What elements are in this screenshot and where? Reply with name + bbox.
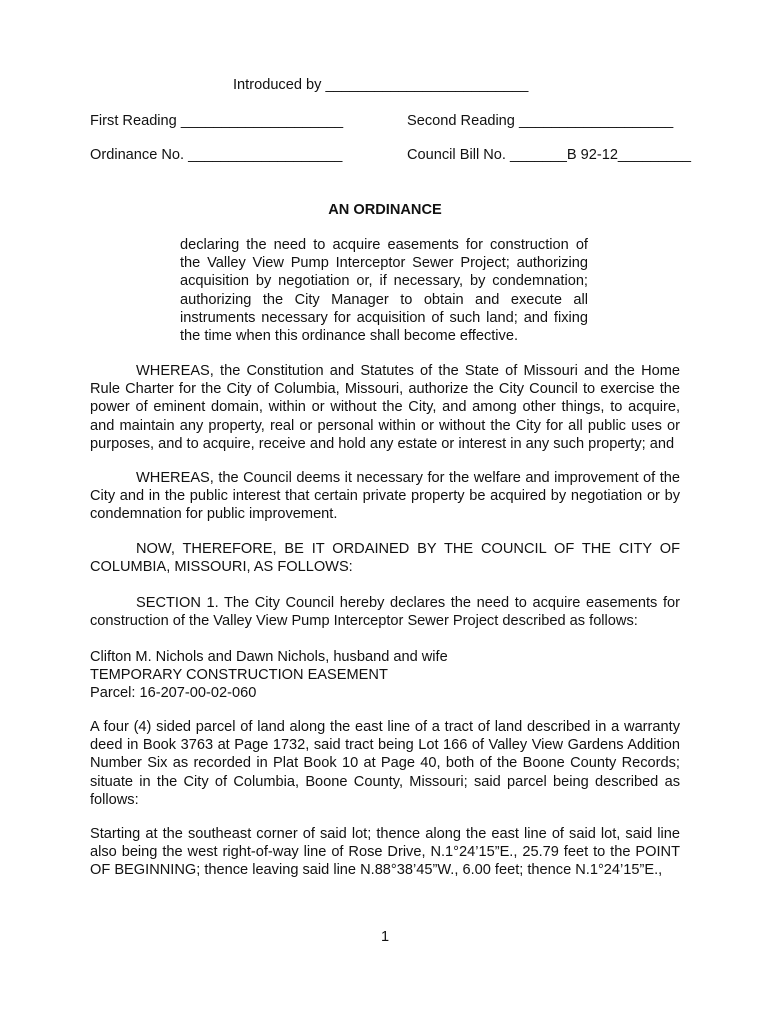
parcel-description: A four (4) sided parcel of land along the east line of a tract of land described in a warranty deed in Book 3763 at Page 1732, said tract being Lot 166 of Valley View Gardens Addition Number Six as recorded in Plat Book 10 at Page 40, both of the Boone County Records; situate in the City of Columbia, Boone County, Missouri; said parcel being described as follows: <box>90 719 680 808</box>
parcel-header <box>90 648 680 703</box>
whereas-paragraph-2: WHEREAS, the Council deems it necessary for the welfare and improvement of the City and in the public interest that certain private property be acquired by negotiation or by condemnation for public improvement. <box>90 470 680 523</box>
parcel-easement-type: TEMPORARY CONSTRUCTION EASEMENT <box>90 667 388 684</box>
council-bill-number-line: Council Bill No. _______B 92-12_________ <box>407 147 691 163</box>
now-therefore-paragraph: NOW, THEREFORE, BE IT ORDAINED BY THE COUNCIL OF THE CITY OF COLUMBIA, MISSOURI, AS FOLLOWS: <box>90 541 680 576</box>
ordinance-abstract: declaring the need to acquire easements for construction of the Valley View Pump Interceptor Sewer Project; authorizing acquisition by negotiation or, if necessary, by condemnation; authorizing the City Manager to obtain and execute all instruments necessary for acquisition of such land; and fixing the time when this ordinance shall become effective. <box>180 237 588 345</box>
section-1-paragraph: SECTION 1. The City Council hereby declares the need to acquire easements for construction of the Valley View Pump Interceptor Sewer Project described as follows: <box>90 595 680 630</box>
ordinance-title: AN ORDINANCE <box>328 202 442 218</box>
second-reading-line: Second Reading ___________________ <box>407 113 674 129</box>
introduced-by-line: Introduced by _________________________ <box>233 77 529 93</box>
parcel-owners: Clifton M. Nichols and Dawn Nichols, husband and wife <box>90 649 448 665</box>
parcel-starting-description: Starting at the southeast corner of said lot; thence along the east line of said lot, said line also being the west right-of-way line of Rose Drive, N.1°24’15”E., 25.79 feet to the POINT OF BEGINNING; thence leaving said line N.88°38’45”W., 6.00 feet; thence N.1°24’15”E., <box>90 826 680 879</box>
ordinance-number-line: Ordinance No. ___________________ <box>90 147 343 163</box>
whereas-paragraph-1: WHEREAS, the Constitution and Statutes of the State of Missouri and the Home Rule Charter for the City of Columbia, Missouri, authorize the City Council to exercise the power of eminent domain, within or without the City, and among other things, to acquire, and maintain any property, real or personal within or without the City for all public uses or purposes, and to acquire, receive and hold any estate or interest in any such property; and <box>90 363 680 452</box>
parcel-id: Parcel: 16-207-00-02-060 <box>90 685 257 702</box>
page-number: 1 <box>380 929 390 945</box>
first-reading-line: First Reading ____________________ <box>90 113 344 129</box>
